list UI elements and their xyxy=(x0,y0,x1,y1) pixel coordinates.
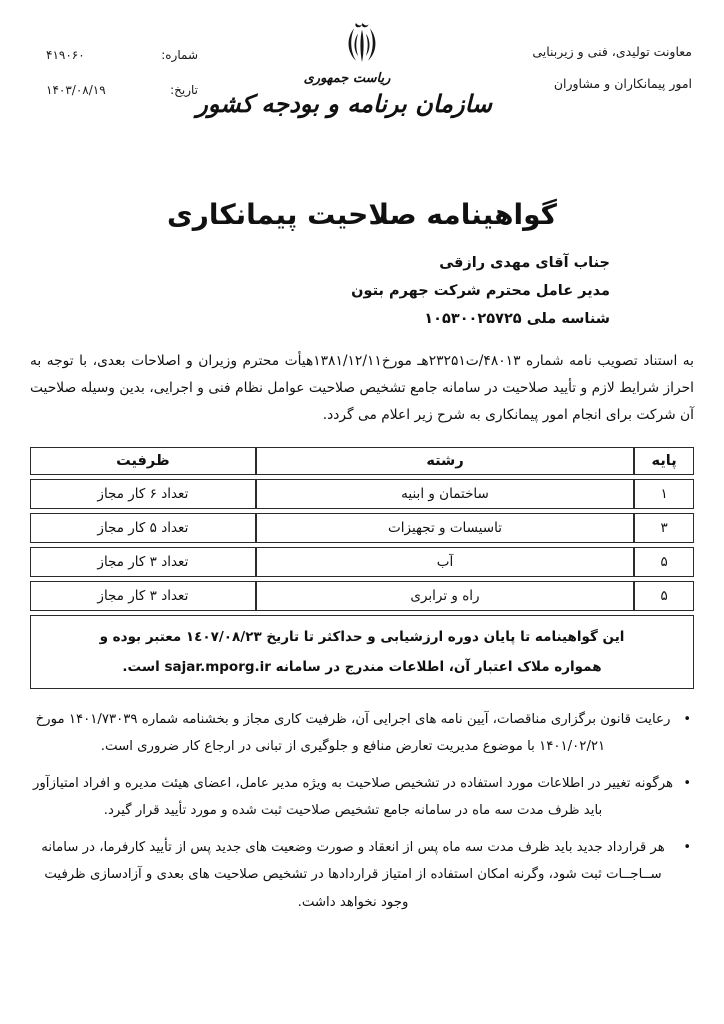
bullet-icon: • xyxy=(683,711,691,727)
qualification-table xyxy=(30,443,694,693)
header-field: رشته xyxy=(256,447,634,475)
field-cell: ساختمان و ابنیه xyxy=(256,479,634,509)
table-row xyxy=(30,513,694,543)
validity-line-2: همواره ملاک اعتبار آن، اطلاعات مندرج در سامانه sajar.mporg.ir است. xyxy=(122,658,602,675)
table-header-row xyxy=(30,447,694,475)
capacity-cell: تعداد ۳ کار مجاز xyxy=(30,547,256,577)
note-item xyxy=(30,706,694,761)
grade-cell: ۵ xyxy=(634,547,694,577)
field-cell: آب xyxy=(256,547,634,577)
grade-cell: ۵ xyxy=(634,581,694,611)
serial-value: ۴۱۹۰۶۰ xyxy=(46,48,85,62)
addressee-national-id: شناسه ملی ۱۰۵۳۰۰۲۵۷۲۵ xyxy=(424,311,610,327)
validity-row xyxy=(30,615,694,689)
header-grade: پایه xyxy=(634,447,694,475)
org-name-calligraphy: سازمان برنامه و بودجه کشور xyxy=(196,90,492,118)
note-text: رعایت قانون برگزاری مناقصات، آیین نامه های اجرایی آن، ظرفیت کاری مجاز و بخشنامه شماره ۱۴۰۱/۷۳۰۳۹ مورخ ۱۴۰۱/۰۲/۲۱ با موضوع مدیریت تعارض منافع و جلوگیری از تبانی در ارجاع کار ضروری است. xyxy=(35,711,671,755)
field-cell: تاسیسات و تجهیزات xyxy=(256,513,634,543)
addressee-block xyxy=(30,249,610,333)
note-text: هر قرارداد جدید باید ظرف مدت سه ماه پس از انعقاد و صورت وضعیت های جدید پس از تأیید کارفرما، در سامانه ســاجــات ثبت شود، وگرنه امکان استفاده از امتیاز قراردادها در تشخیص صلاحیت های بعدی و آزادسازی ظرفیت وجود نخواهد داشت. xyxy=(41,839,665,910)
deputy-block xyxy=(532,44,692,91)
deputy-line-2: امور پیمانکاران و مشاوران xyxy=(553,76,692,91)
table-row xyxy=(30,547,694,577)
field-cell: راه و ترابری xyxy=(256,581,634,611)
validity-line-1: این گواهینامه تا پایان دوره ارزشیابی و حداکثر تا تاریخ ۱٤۰۷/۰۸/۲۳ معتبر بوده و xyxy=(99,628,625,645)
org-identity-block xyxy=(196,20,492,119)
certificate-title: گواهینامه صلاحیت پیمانکاری xyxy=(167,198,557,231)
validity-note xyxy=(30,615,694,689)
capacity-cell: تعداد ۶ کار مجاز xyxy=(30,479,256,509)
table-row xyxy=(30,479,694,509)
deputy-line-1: معاونت تولیدی، فنی و زیربنایی xyxy=(532,44,692,59)
grade-cell: ۳ xyxy=(634,513,694,543)
bullet-icon: • xyxy=(683,839,691,855)
presidency-caption: ریاست جمهوری xyxy=(303,71,391,86)
serial-label: شماره: xyxy=(161,48,198,62)
letterhead xyxy=(30,20,694,162)
serial-date-block xyxy=(46,48,198,118)
notes-list xyxy=(30,706,694,917)
note-item xyxy=(30,770,694,825)
bullet-icon: • xyxy=(683,775,691,791)
grade-cell: ۱ xyxy=(634,479,694,509)
certificate-body-paragraph: به استناد تصویب نامه شماره ۴۸۰۱۳/ت۲۳۲۵۱هـ مورخ۱۳۸۱/۱۲/۱۱هیأت محترم وزیران و اصلاحات بعدی، با توجه به احراز شرایط لازم و تأیید صلاحیت در سامانه جامع تشخیص صلاحیت عوامل نظام فنی و اجرایی، بدین وسیله صلاحیت آن شرکت برای انجام امور پیمانکاری به شرح زیر اعلام می گردد. xyxy=(30,353,695,423)
header-capacity: ظرفیت xyxy=(30,447,256,475)
capacity-cell: تعداد ۵ کار مجاز xyxy=(30,513,256,543)
note-item xyxy=(30,834,694,917)
date-label: تاریخ: xyxy=(170,83,198,97)
addressee-role: مدیر عامل محترم شرکت جهرم بتون xyxy=(351,283,610,299)
iran-allah-emblem-icon xyxy=(343,20,381,68)
date-value: ۱۴۰۳/۰۸/۱۹ xyxy=(46,83,106,97)
note-text: هرگونه تغییر در اطلاعات مورد استفاده در تشخیص صلاحیت به ویژه مدیر عامل، اعضای هیئت مدیره و افراد امتیازآور باید ظرف مدت سه ماه در سامانه جامع تشخیص صلاحیت ثبت شده و مورد تأیید قرار گیرد. xyxy=(32,775,674,819)
addressee-name: جناب آقای مهدی رازقی xyxy=(439,255,610,271)
table-row xyxy=(30,581,694,611)
capacity-cell: تعداد ۳ کار مجاز xyxy=(30,581,256,611)
